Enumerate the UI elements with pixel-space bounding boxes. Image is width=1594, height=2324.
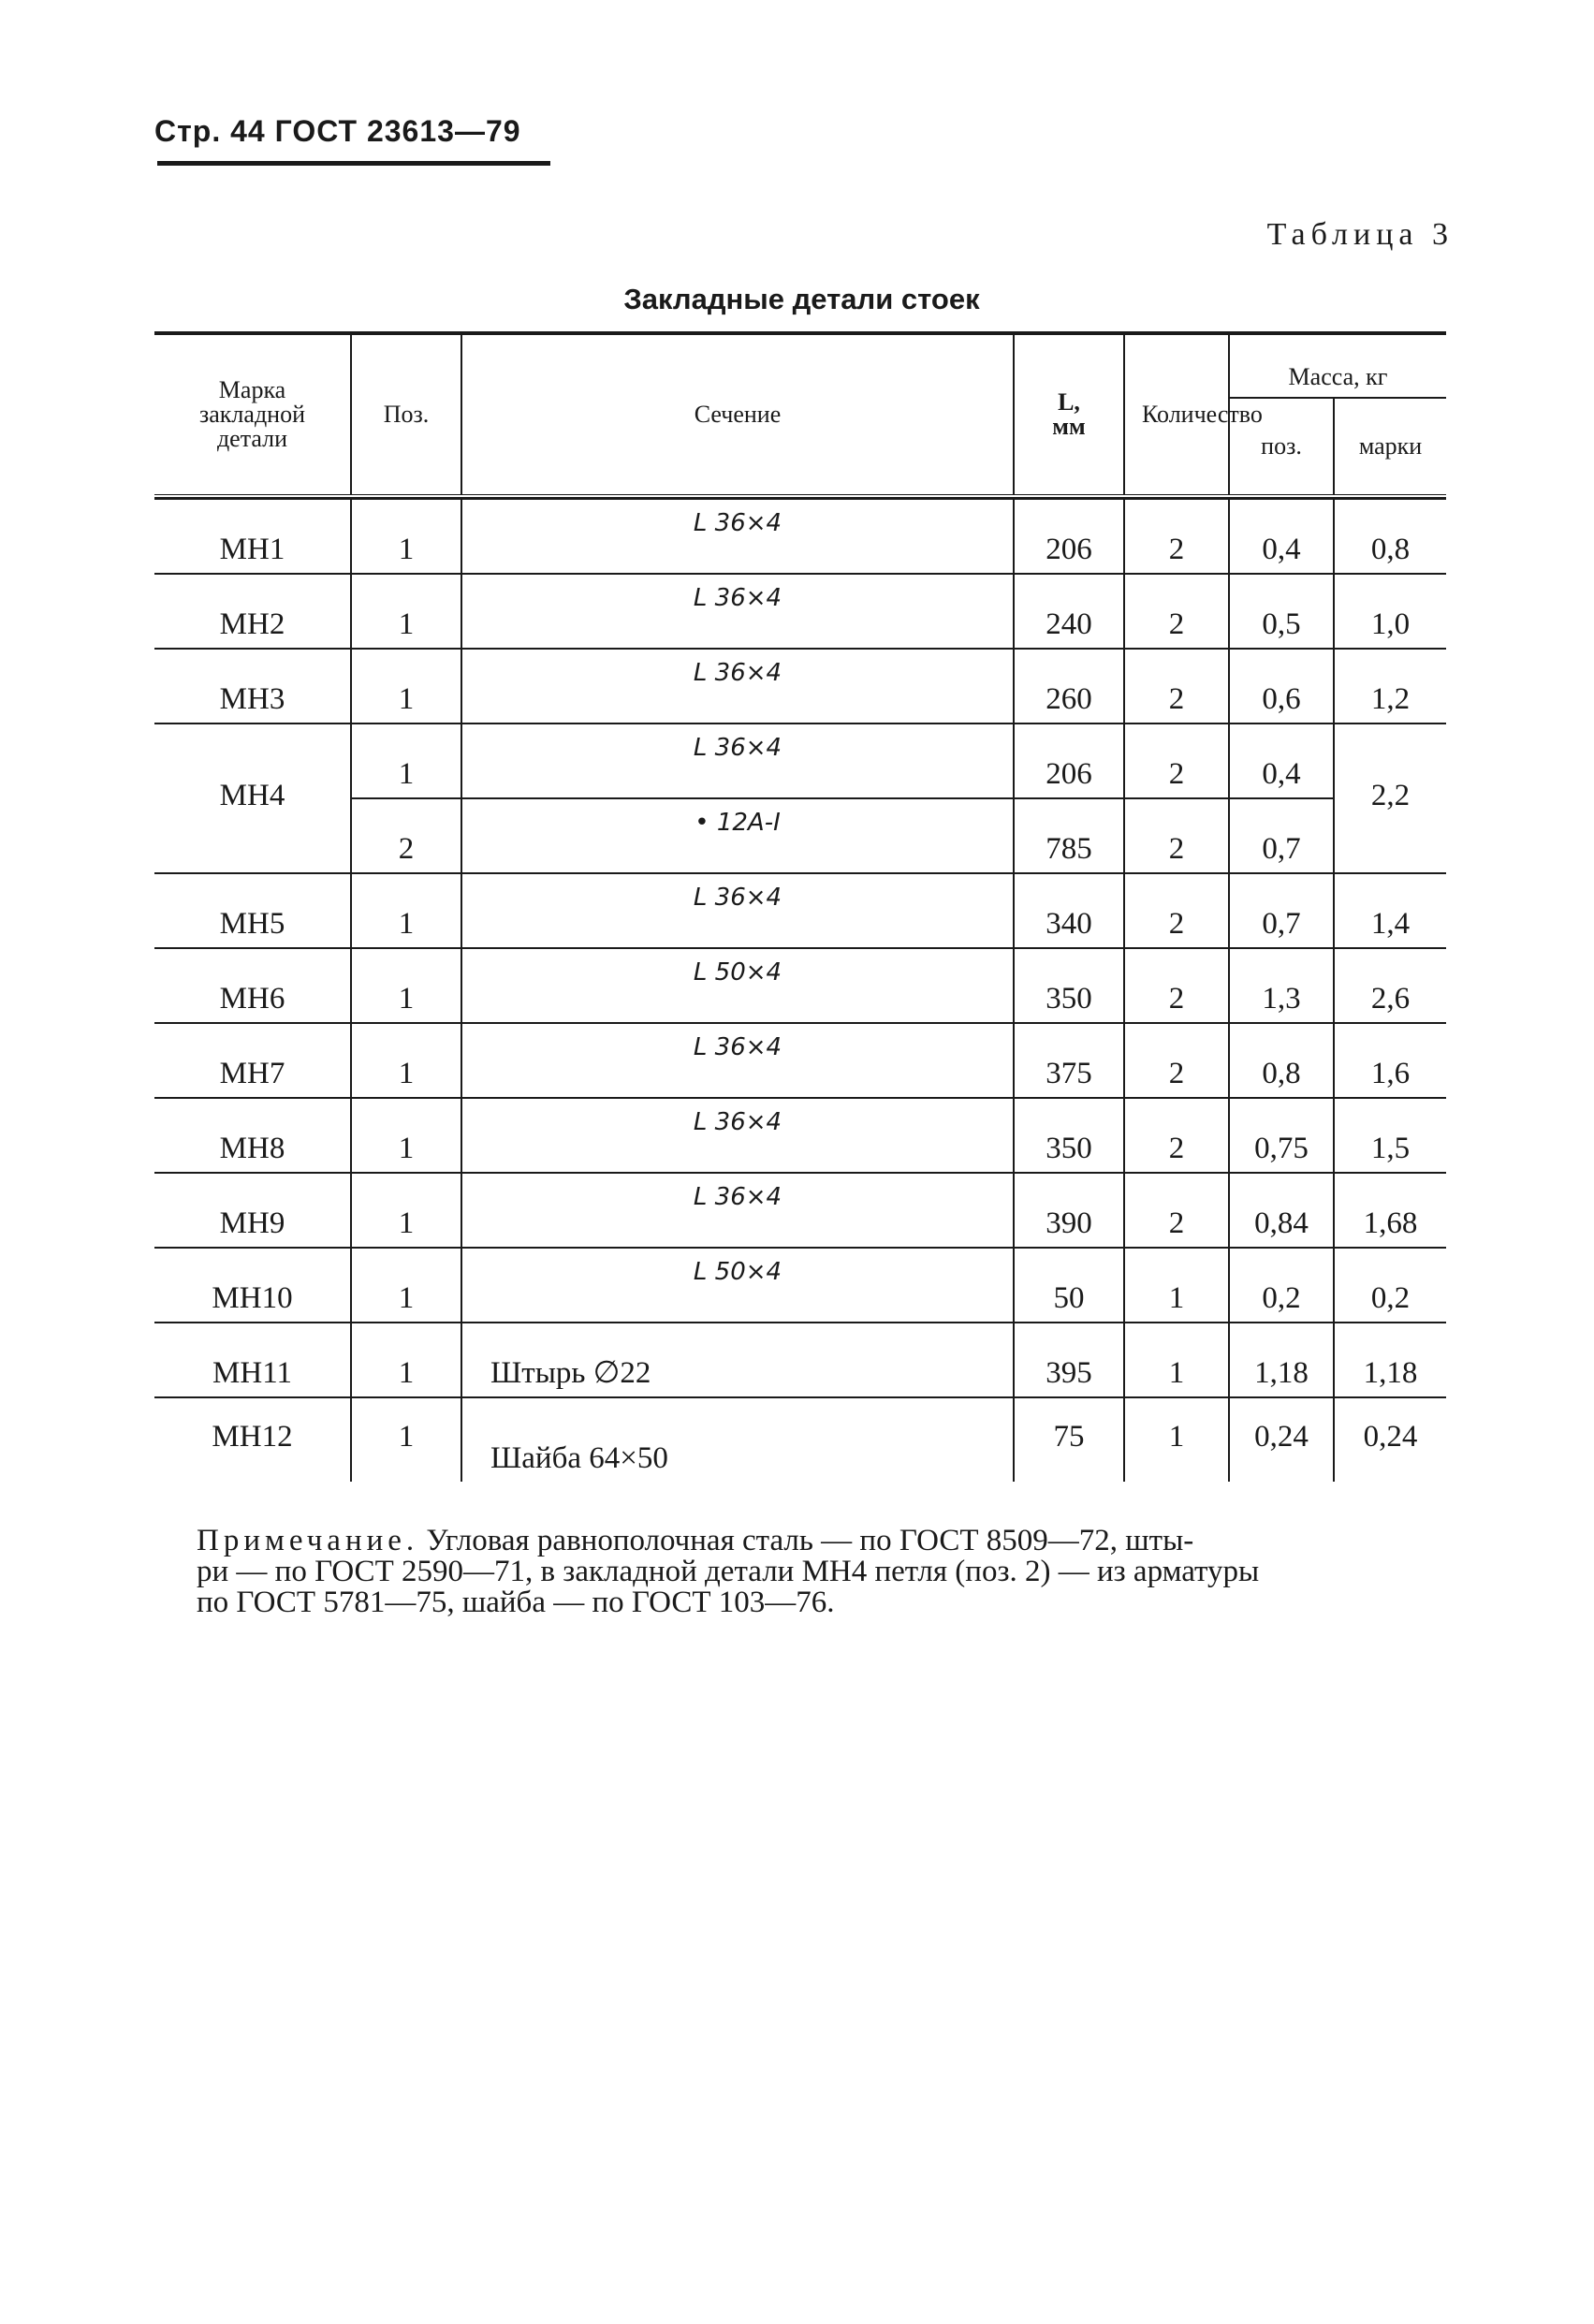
col-length-header: L, мм <box>1014 335 1124 496</box>
page-header: Стр. 44 ГОСТ 23613—79 <box>154 114 521 148</box>
cell-qty: 1 <box>1124 1397 1229 1482</box>
cell-length: 395 <box>1014 1323 1124 1397</box>
cell-mass-mark: 1,2 <box>1334 649 1446 724</box>
table-row <box>154 873 1446 948</box>
cell-pos: 1 <box>351 948 461 1023</box>
cell-mass-pos: 0,4 <box>1229 724 1334 798</box>
col-section-header: Сечение <box>461 335 1014 496</box>
cell-section: L 36×4 <box>461 724 1014 798</box>
note-line-3: по ГОСТ 5781—75, шайба — по ГОСТ 103—76. <box>197 1586 835 1619</box>
cell-mark: МН11 <box>154 1323 351 1397</box>
table-row <box>154 649 1446 724</box>
cell-pos: 1 <box>351 1397 461 1482</box>
cell-length: 375 <box>1014 1023 1124 1098</box>
col-qty-header: Количество <box>1124 335 1229 496</box>
cell-mark: МН1 <box>154 499 351 574</box>
cell-mark: МН2 <box>154 574 351 649</box>
cell-section: Штырь ∅22 <box>461 1323 1014 1397</box>
note-line-2: ри — по ГОСТ 2590—71, в закладной детали МН4 петля (поз. 2) — из арматуры <box>197 1555 1260 1588</box>
cell-mass-mark: 1,0 <box>1334 574 1446 649</box>
table-note <box>197 1526 1441 1618</box>
cell-mass-mark: 1,6 <box>1334 1023 1446 1098</box>
cell-section: L 36×4 <box>461 499 1014 574</box>
cell-mark: МН5 <box>154 873 351 948</box>
cell-length: 260 <box>1014 649 1124 724</box>
cell-mark: МН4 <box>154 724 351 873</box>
cell-pos: 2 <box>351 798 461 873</box>
cell-pos: 1 <box>351 1248 461 1323</box>
col-mass-pos-header: поз. <box>1229 398 1334 496</box>
cell-qty: 1 <box>1124 1248 1229 1323</box>
cell-pos: 1 <box>351 574 461 649</box>
cell-section: Шайба 64×50 <box>461 1397 1014 1482</box>
cell-mass-mark: 0,2 <box>1334 1248 1446 1323</box>
cell-mark: МН8 <box>154 1098 351 1173</box>
cell-pos: 1 <box>351 499 461 574</box>
cell-mass-pos: 0,8 <box>1229 1023 1334 1098</box>
cell-pos: 1 <box>351 649 461 724</box>
cell-section: L 36×4 <box>461 1023 1014 1098</box>
cell-qty: 2 <box>1124 1173 1229 1248</box>
table-row <box>154 574 1446 649</box>
cell-mass-mark: 1,18 <box>1334 1323 1446 1397</box>
cell-pos: 1 <box>351 1173 461 1248</box>
cell-length: 785 <box>1014 798 1124 873</box>
cell-qty: 2 <box>1124 649 1229 724</box>
cell-pos: 1 <box>351 1098 461 1173</box>
col-mass-header: Масса, кг <box>1229 335 1446 398</box>
cell-mass-mark: 0,8 <box>1334 499 1446 574</box>
cell-mass-mark: 0,24 <box>1334 1397 1446 1482</box>
cell-mass-mark: 2,2 <box>1334 724 1446 873</box>
cell-qty: 2 <box>1124 1098 1229 1173</box>
cell-section: L 36×4 <box>461 1098 1014 1173</box>
cell-length: 350 <box>1014 948 1124 1023</box>
table-label: Таблица 3 <box>1266 217 1454 252</box>
cell-mass-pos: 0,75 <box>1229 1098 1334 1173</box>
cell-section: L 36×4 <box>461 649 1014 724</box>
table-row <box>154 1397 1446 1482</box>
table-body <box>154 496 1446 1482</box>
cell-section: L 50×4 <box>461 948 1014 1023</box>
cell-qty: 2 <box>1124 1023 1229 1098</box>
cell-mass-mark: 1,4 <box>1334 873 1446 948</box>
header-rule <box>157 161 550 166</box>
cell-qty: 2 <box>1124 724 1229 798</box>
cell-length: 350 <box>1014 1098 1124 1173</box>
cell-section: L 50×4 <box>461 1248 1014 1323</box>
cell-mark: МН12 <box>212 1420 293 1454</box>
cell-qty: 2 <box>1124 499 1229 574</box>
col-mass-mark-header: марки <box>1334 398 1446 496</box>
cell-length: 340 <box>1014 873 1124 948</box>
cell-mass-pos: 0,6 <box>1229 649 1334 724</box>
cell-mass-pos: 0,7 <box>1229 798 1334 873</box>
cell-mass-pos: 0,2 <box>1229 1248 1334 1323</box>
table-row <box>154 1098 1446 1173</box>
table-row <box>154 724 1446 798</box>
cell-qty: 2 <box>1124 948 1229 1023</box>
cell-pos: 1 <box>351 1323 461 1397</box>
cell-mass-mark: 2,6 <box>1334 948 1446 1023</box>
note-line-1: Угловая равнополочная сталь — по ГОСТ 8509—72, шты- <box>426 1524 1194 1557</box>
cell-length: 206 <box>1014 499 1124 574</box>
cell-mass-pos: 0,84 <box>1229 1173 1334 1248</box>
table-header <box>154 335 1446 496</box>
embedded-parts-table <box>154 335 1446 1482</box>
table-wrapper <box>154 331 1446 1482</box>
note-label: Примечание. <box>197 1524 419 1557</box>
cell-mass-mark: 1,68 <box>1334 1173 1446 1248</box>
table-row <box>154 1023 1446 1098</box>
cell-mass-pos: 0,4 <box>1229 499 1334 574</box>
cell-mark: МН3 <box>154 649 351 724</box>
cell-length: 240 <box>1014 574 1124 649</box>
cell-mass-mark: 1,5 <box>1334 1098 1446 1173</box>
cell-section: L 36×4 <box>461 873 1014 948</box>
table-row <box>154 1248 1446 1323</box>
table-row <box>154 1323 1446 1397</box>
cell-section: • 12А-I <box>461 798 1014 873</box>
table-title: Закладные детали стоек <box>623 283 980 315</box>
col-mark-header: Марка закладной детали <box>198 376 305 452</box>
cell-pos: 1 <box>351 1023 461 1098</box>
col-pos-header: Поз. <box>351 335 461 496</box>
cell-length: 50 <box>1014 1248 1124 1323</box>
cell-mark: МН6 <box>154 948 351 1023</box>
cell-length: 206 <box>1014 724 1124 798</box>
cell-qty: 1 <box>1124 1323 1229 1397</box>
cell-section: L 36×4 <box>461 1173 1014 1248</box>
cell-pos: 1 <box>351 724 461 798</box>
cell-length: 75 <box>1014 1397 1124 1482</box>
cell-mark: МН7 <box>154 1023 351 1098</box>
cell-mass-pos: 1,3 <box>1229 948 1334 1023</box>
table-row <box>154 1173 1446 1248</box>
cell-qty: 2 <box>1124 574 1229 649</box>
table-row <box>154 499 1446 574</box>
cell-mass-pos: 1,18 <box>1229 1323 1334 1397</box>
cell-section: L 36×4 <box>461 574 1014 649</box>
table-row <box>154 948 1446 1023</box>
cell-mass-pos: 0,5 <box>1229 574 1334 649</box>
cell-mass-pos: 0,7 <box>1229 873 1334 948</box>
cell-mass-pos: 0,24 <box>1229 1397 1334 1482</box>
cell-qty: 2 <box>1124 798 1229 873</box>
cell-qty: 2 <box>1124 873 1229 948</box>
cell-length: 390 <box>1014 1173 1124 1248</box>
cell-mark: МН9 <box>154 1173 351 1248</box>
cell-pos: 1 <box>351 873 461 948</box>
cell-mark: МН10 <box>154 1248 351 1323</box>
